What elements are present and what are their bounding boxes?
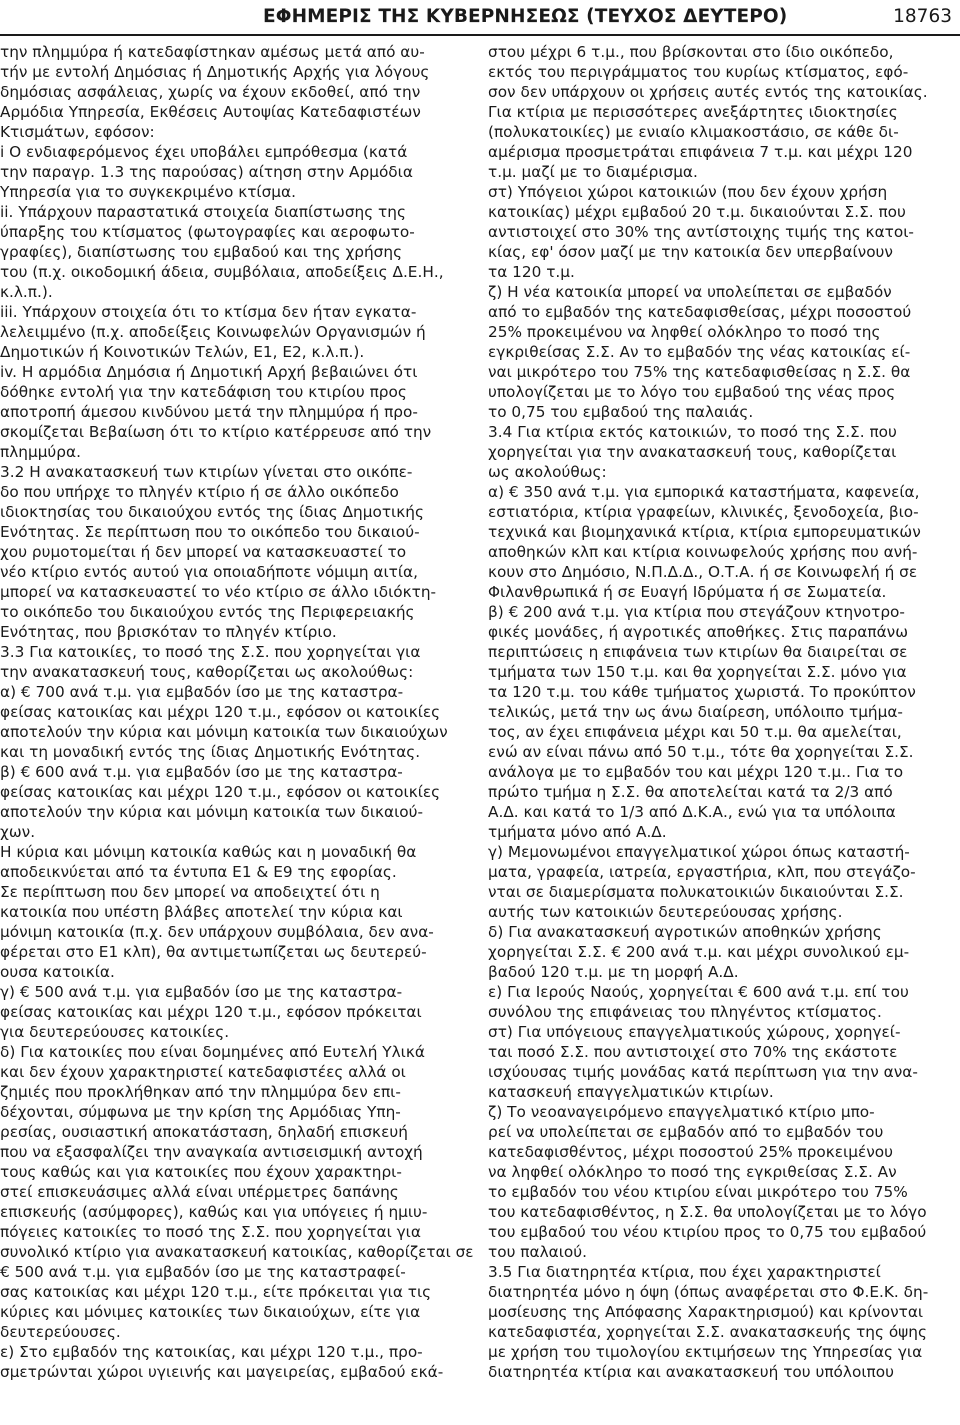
text-line: Υπηρεσία για το συγκεκριμένο κτίσμα.	[0, 183, 296, 201]
text-line: αποδεικνύεται από τα έντυπα Ε1 & Ε9 της εφορίας.	[0, 863, 397, 881]
text-line: μόνιμη κατοικία (π.χ. δεν υπάρχουν συμβόλαια, δεν ανα-	[0, 923, 434, 941]
text-line: i Ο ενδιαφερόμενος έχει υποβάλει εμπρόθεσμα (κατά	[0, 143, 408, 161]
text-line: ενώ αν είναι πάνω από 50 τ.μ., τότε θα χορηγείται Σ.Σ.	[488, 743, 914, 761]
text-line: κατεδαφισθέντος, μέχρι ποσοστού 25% προκειμένου	[488, 1143, 893, 1161]
text-line: Δημοτικών ή Κοινοτικών Τελών, Ε1, Ε2, κ.λ.π.).	[0, 343, 365, 361]
text-line: Α.Δ. και κατά το 1/3 από Δ.Κ.Α., ενώ για τα υπόλοιπα	[488, 803, 896, 821]
text-line: συνολικό κτίριο για ανακατασκευή κατοικίας, καθορίζεται σε	[0, 1243, 474, 1261]
text-line: λελειμμένο (π.χ. αποδείξεις Κοινωφελών Οργανισμών ή	[0, 323, 426, 341]
text-line: κουν στο Δημόσιο, Ν.Π.Δ.Δ., Ο.Τ.Α. ή σε Κοινωφελή ή σε	[488, 563, 918, 581]
text-line: τελικώς, μετά την ως άνω διαίρεση, υπόλοιπο τμήμα-	[488, 703, 903, 721]
text-line: δέχονται, σύμφωνα με την κρίση της Αρμόδιας Υπη-	[0, 1103, 401, 1121]
page-number: 18763	[893, 6, 952, 27]
left-column	[0, 42, 474, 1382]
text-line: του παλαιού.	[488, 1243, 587, 1261]
text-line: Ενότητας. Σε περίπτωση που το οικόπεδο του δικαιού-	[0, 523, 420, 541]
text-line: 3.3 Για κατοικίες, το ποσό της Σ.Σ. που χορηγείται για	[0, 643, 421, 661]
text-line: iv. Η αρμόδια Δημόσια ή Δημοτική Αρχή βεβαιώνει ότι	[0, 363, 418, 381]
text-line: κατοικίας) μέχρι εμβαδού 20 τ.μ. δικαιούνται Σ.Σ. που	[488, 203, 906, 221]
text-line: πρώτο τμήμα η Σ.Σ. θα αποτελείται κατά τα 2/3 από	[488, 783, 893, 801]
text-line: κατασκευή επαγγελματικών κτιρίων.	[488, 1083, 774, 1101]
text-line: χων.	[0, 823, 36, 841]
text-line: ζ) Το νεοαναγειρόμενο επαγγελματικό κτίριο μπο-	[488, 1103, 875, 1121]
text-line: ναι μικρότερο του 75% της κατεδαφισθείσας η Σ.Σ. θα	[488, 363, 911, 381]
text-line: να ληφθεί ολόκληρο το ποσό της εγκριθείσας Σ.Σ. Αν	[488, 1163, 897, 1181]
text-line: στ) Υπόγειοι χώροι κατοικιών (που δεν έχουν χρήση	[488, 183, 888, 201]
text-line: τμήματα μόνο από Α.Δ.	[488, 823, 667, 841]
text-line: ύπαρξης του κτίσματος (φωτογραφίες και αεροφωτο-	[0, 223, 415, 241]
text-line: α) € 350 ανά τ.μ. για εμπορικά καταστήματα, καφενεία,	[488, 483, 920, 501]
text-line: φείσας κατοικίας και μέχρι 120 τ.μ., εφόσον οι κατοικίες	[0, 783, 441, 801]
text-line: δ) Για κατοικίες που είναι δομημένες από Ευτελή Υλικά	[0, 1043, 425, 1061]
text-line: στεί επισκευάσιμες αλλά είναι υπέρμετρες δαπάνης	[0, 1183, 399, 1201]
text-line: το 0,75 του εμβαδού της παλαιάς.	[488, 403, 754, 421]
page-header	[0, 0, 960, 40]
text-line: εκτός του περιγράμματος του κυρίως κτίσματος, εφό-	[488, 63, 909, 81]
text-line: πλημμύρα.	[0, 443, 81, 461]
text-line: αποτελούν την κύρια και μόνιμη κατοικία των δικαιούχων	[0, 723, 448, 741]
text-line: ματα, γραφεία, ιατρεία, εργαστήρια, κλπ, που στεγάζο-	[488, 863, 916, 881]
text-line: χορηγείται Σ.Σ. € 200 ανά τ.μ. και μέχρι συνολικού εμ-	[488, 943, 910, 961]
text-line: ζημιές που προκλήθηκαν από την πλημμύρα δεν επι-	[0, 1083, 401, 1101]
text-line: ανάλογα με το εμβαδόν του και μέχρι 120 τ.μ.. Για το	[488, 763, 904, 781]
text-line: τος, αν έχει επιφάνεια μέχρι και 50 τ.μ. θα αμελείται,	[488, 723, 902, 741]
text-line: Φιλανθρωπικά ή σε Ευαγή Ιδρύματα ή σε Σωματεία.	[488, 583, 887, 601]
text-line: τμήματα των 150 τ.μ. και θα χορηγείται Σ.Σ. μόνο για	[488, 663, 907, 681]
text-line: τους καθώς και για κατοικίες που έχουν χαρακτηρι-	[0, 1163, 402, 1181]
text-line: διατηρητέα μόνο η όψη (όπως αναφέρεται στο Φ.Ε.Κ. δη-	[488, 1283, 929, 1301]
text-line: 3.5 Για διατηρητέα κτίρια, που έχει χαρακτηριστεί	[488, 1263, 881, 1281]
text-line: μοσίευσης της Απόφασης Χαρακτηρισμού) και κρίνονται	[488, 1303, 924, 1321]
text-line: και δεν έχουν χαρακτηριστεί κατεδαφιστέες αλλά οι	[0, 1063, 406, 1081]
text-line: ισχύουσας τιμής μονάδας κατά περίπτωση για την ανα-	[488, 1063, 918, 1081]
text-line: επισκευής (ασύμφορες), καθώς και για υπόγειες ή ημιυ-	[0, 1203, 428, 1221]
text-line: σας κατοικίας και μέχρι 120 τ.μ., είτε πρόκειται για τις	[0, 1283, 432, 1301]
text-line: και τη μοναδική εντός της ίδιας Δημοτικής Ενότητας.	[0, 743, 421, 761]
text-line: ται ποσό Σ.Σ. που αντιστοιχεί στο 70% της εκάστοτε	[488, 1043, 898, 1061]
text-line: αμέρισμα προσμετράται επιφάνεια 7 τ.μ. και μέχρι 120	[488, 143, 913, 161]
header-divider	[0, 34, 960, 36]
text-line: ρεσίας, ουσιαστική αποκατάσταση, δηλαδή επισκευή	[0, 1123, 408, 1141]
text-line: φικές μονάδες, ή αγροτικές αποθήκες. Στις παραπάνω	[488, 623, 909, 641]
text-line: Ενότητας, που βρισκόταν το πληγέν κτίριο.	[0, 623, 337, 641]
text-line: ζ) Η νέα κατοικία μπορεί να υπολείπεται σε εμβαδόν	[488, 283, 892, 301]
text-line: την παραγρ. 1.3 της παρούσας) αίτηση στην Αρμόδια	[0, 163, 413, 181]
text-line: τήν με εντολή Δημόσιας ή Δημοτικής Αρχής για λόγους	[0, 63, 430, 81]
text-line: δο που υπήρχε το πληγέν κτίριο ή σε άλλο οικόπεδο	[0, 483, 399, 501]
text-line: την ανακατασκευή τους, καθορίζεται ως ακολούθως:	[0, 663, 414, 681]
text-line: κατεδαφιστέα, χορηγείται Σ.Σ. ανακατασκευής της όψης	[488, 1323, 927, 1341]
text-line: Κτισμάτων, εφόσον:	[0, 123, 155, 141]
text-line: σον δεν υπάρχουν οι χρήσεις αυτές εντός της κατοικίας.	[488, 83, 928, 101]
text-line: Σε περίπτωση που δεν μπορεί να αποδειχτεί ότι η	[0, 883, 380, 901]
text-line: αποθηκών κλπ και κτίρια κοινωφελούς χρήσης που ανή-	[488, 543, 918, 561]
text-line: 3.4 Για κτίρια εκτός κατοικιών, το ποσό της Σ.Σ. που	[488, 423, 897, 441]
text-line: αποτροπή άμεσου κινδύνου μετά την πλημμύρα ή προ-	[0, 403, 418, 421]
gazette-title: ΕΦΗΜΕΡΙΣ ΤΗΣ ΚΥΒΕΡΝΗΣΕΩΣ (ΤΕΥΧΟΣ ΔΕΥΤΕΡΟ)	[263, 6, 788, 27]
text-line: Η κύρια και μόνιμη κατοικία καθώς και η μοναδική θα	[0, 843, 417, 861]
text-line: γ) € 500 ανά τ.μ. για εμβαδόν ίσο με της καταστρα-	[0, 983, 403, 1001]
text-line: σμετρώνται χώροι υγιεινής και μαγειρείας, εμβαδού εκά-	[0, 1363, 444, 1381]
text-line: μπορεί να κατασκευαστεί το νέο κτίριο σε άλλο ιδιόκτη-	[0, 583, 437, 601]
text-line: πόγειες κατοικίες το ποσό της Σ.Σ. που χορηγείται για	[0, 1223, 421, 1241]
text-line: σκομίζεται Βεβαίωση ότι το κτίριο κατέρρευσε από την	[0, 423, 432, 441]
text-line: ως ακολούθως:	[488, 463, 607, 481]
text-line: κύριες και μόνιμες κατοικίες των δικαιούχων, είτε για	[0, 1303, 421, 1321]
text-line: α) € 700 ανά τ.μ. για εμβαδόν ίσο με της καταστρα-	[0, 683, 404, 701]
text-line: συνόλου της επιφάνειας του πληγέντος κτίσματος.	[488, 1003, 882, 1021]
text-line: δημόσιας ασφάλειας, χωρίς να έχουν εκδοθεί, από την	[0, 83, 421, 101]
text-line: (πολυκατοικίες) με ενιαίο κλιμακοστάσιο, σε κάθε δι-	[488, 123, 899, 141]
text-line: εστιατόρια, κτίρια γραφείων, κλινικές, ξενοδοχεία, βιο-	[488, 503, 919, 521]
text-line: στ) Για υπόγειους επαγγελματικούς χώρους, χορηγεί-	[488, 1023, 901, 1041]
text-line: κ.λ.π.).	[0, 283, 53, 301]
text-line: του εμβαδού του νέου κτιρίου προς το 0,75 του εμβαδού	[488, 1223, 927, 1241]
text-line: 25% προκειμένου να ληφθεί ολόκληρο το ποσό της	[488, 323, 881, 341]
text-line: τεχνικά και βιομηχανικά κτίρια, κτίρια εμπορευματικών	[488, 523, 921, 541]
text-line: νέο κτίριο εντός αυτού για οποιαδήποτε νόμιμη αιτία,	[0, 563, 418, 581]
text-line: φείσας κατοικίας και μέχρι 120 τ.μ., εφόσον οι κατοικίες	[0, 703, 441, 721]
text-line: του κατεδαφισθέντος, η Σ.Σ. θα υπολογίζεται με το λόγο	[488, 1203, 927, 1221]
text-line: διατηρητέα κτίρια και ανακατασκευή του υπόλοιπου	[488, 1363, 894, 1381]
text-line: τα 120 τ.μ. του κάθε τμήματος χωριστά. Το προκύπτον	[488, 683, 916, 701]
text-line: φείσας κατοικίας και μέχρι 120 τ.μ., εφόσον πρόκειται	[0, 1003, 422, 1021]
text-line: του (π.χ. οικοδομική άδεια, συμβόλαια, αποδείξεις Δ.Ε.Η.,	[0, 263, 444, 281]
text-line: ιδιοκτησίας του δικαιούχου εντός της ίδιας Δημοτικής	[0, 503, 424, 521]
text-line: ε) Για Ιερούς Ναούς, χορηγείται € 600 ανά τ.μ. επί του	[488, 983, 909, 1001]
text-line: εγκριθείσας Σ.Σ. Αν το εμβαδόν της νέας κατοικίας εί-	[488, 343, 911, 361]
text-line: το εμβαδόν του νέου κτιρίου είναι μικρότερο του 75%	[488, 1183, 908, 1201]
text-line: αυτής των κατοικιών δευτερεύουσας χρήσης.	[488, 903, 843, 921]
text-line: φέρεται στο Ε1 κλπ), θα αντιμετωπίζεται ως δευτερεύ-	[0, 943, 427, 961]
text-line: τα 120 τ.μ.	[488, 263, 575, 281]
text-line: δ) Για ανακατασκευή αγροτικών αποθηκών χρήσης	[488, 923, 882, 941]
text-line: ρεί να υπολείπεται σε εμβαδόν από το εμβαδόν του	[488, 1123, 884, 1141]
text-line: Για κτίρια με περισσότερες ανεξάρτητες ιδιοκτησίες	[488, 103, 898, 121]
text-line: νται σε διαμερίσματα πολυκατοικιών δικαιούνται Σ.Σ.	[488, 883, 904, 901]
text-line: δευτερεύουσες.	[0, 1323, 121, 1341]
text-line: το οικόπεδο του δικαιούχου εντός της Περιφερειακής	[0, 603, 415, 621]
text-line: στου μέχρι 6 τ.μ., που βρίσκονται στο ίδιο οικόπεδο,	[488, 43, 894, 61]
text-line: δόθηκε εντολή για την κατεδάφιση του κτιρίου προς	[0, 383, 407, 401]
text-line: που να εξασφαλίζει την αναγκαία αντισεισμική αντοχή	[0, 1143, 423, 1161]
text-line: περιπτώσεις η επιφάνεια των κτιρίων θα διαιρείται σε	[488, 643, 908, 661]
text-line: ουσα κατοικία.	[0, 963, 115, 981]
text-line: χορηγείται για την ανακατασκευή τους, καθορίζεται	[488, 443, 897, 461]
text-line: 3.2 Η ανακατασκευή των κτιρίων γίνεται στο οικόπε-	[0, 463, 413, 481]
text-line: βαδού 120 τ.μ. με τη μορφή Α.Δ.	[488, 963, 739, 981]
text-line: αποτελούν την κύρια και μόνιμη κατοικία των δικαιού-	[0, 803, 423, 821]
text-line: € 500 ανά τ.μ. για εμβαδόν ίσο με της καταστραφεί-	[0, 1263, 406, 1281]
text-line: β) € 200 ανά τ.μ. για κτίρια που στεγάζουν κτηνοτρο-	[488, 603, 905, 621]
text-line: γ) Μεμονωμένοι επαγγελματικοί χώροι όπως καταστή-	[488, 843, 910, 861]
text-line: αντιστοιχεί στο 30% της αντίστοιχης τιμής της κατοι-	[488, 223, 914, 241]
text-line: την πλημμύρα ή κατεδαφίστηκαν αμέσως μετά από αυ-	[0, 43, 425, 61]
text-line: για δευτερεύουσες κατοικίες.	[0, 1023, 230, 1041]
text-line: γραφίες), διαπίστωσης του εμβαδού και της χρήσης	[0, 243, 403, 261]
text-line: κατοικία που υπέστη βλάβες αποτελεί την κύρια και	[0, 903, 403, 921]
text-line: υπολογίζεται με το λόγο του εμβαδού της νέας προς	[488, 383, 896, 401]
text-line: από το εμβαδόν της κατεδαφισθείσας, μέχρι ποσοστού	[488, 303, 912, 321]
text-line: iii. Υπάρχουν στοιχεία ότι το κτίσμα δεν ήταν εγκατα-	[0, 303, 417, 321]
text-line: β) € 600 ανά τ.μ. για εμβαδόν ίσο με της καταστρα-	[0, 763, 403, 781]
text-line: κίας, εφ' όσον μαζί με την κατοικία δεν υπερβαίνουν	[488, 243, 893, 261]
text-line: χου ρυμοτομείται ή δεν μπορεί να κατασκευαστεί το	[0, 543, 407, 561]
text-line: ε) Στο εμβαδόν της κατοικίας, και μέχρι 120 τ.μ., προ-	[0, 1343, 423, 1361]
text-line: τ.μ. μαζί με το διαμέρισμα.	[488, 163, 698, 181]
text-line: Αρμόδια Υπηρεσία, Εκθέσεις Αυτοψίας Κατεδαφιστέων	[0, 103, 421, 121]
text-line: με χρήση του τιμολογίου εκτιμήσεων της Υπηρεσίας για	[488, 1343, 923, 1361]
right-column	[488, 42, 960, 1382]
text-line: ii. Υπάρχουν παραστατικά στοιχεία διαπίστωσης της	[0, 203, 406, 221]
